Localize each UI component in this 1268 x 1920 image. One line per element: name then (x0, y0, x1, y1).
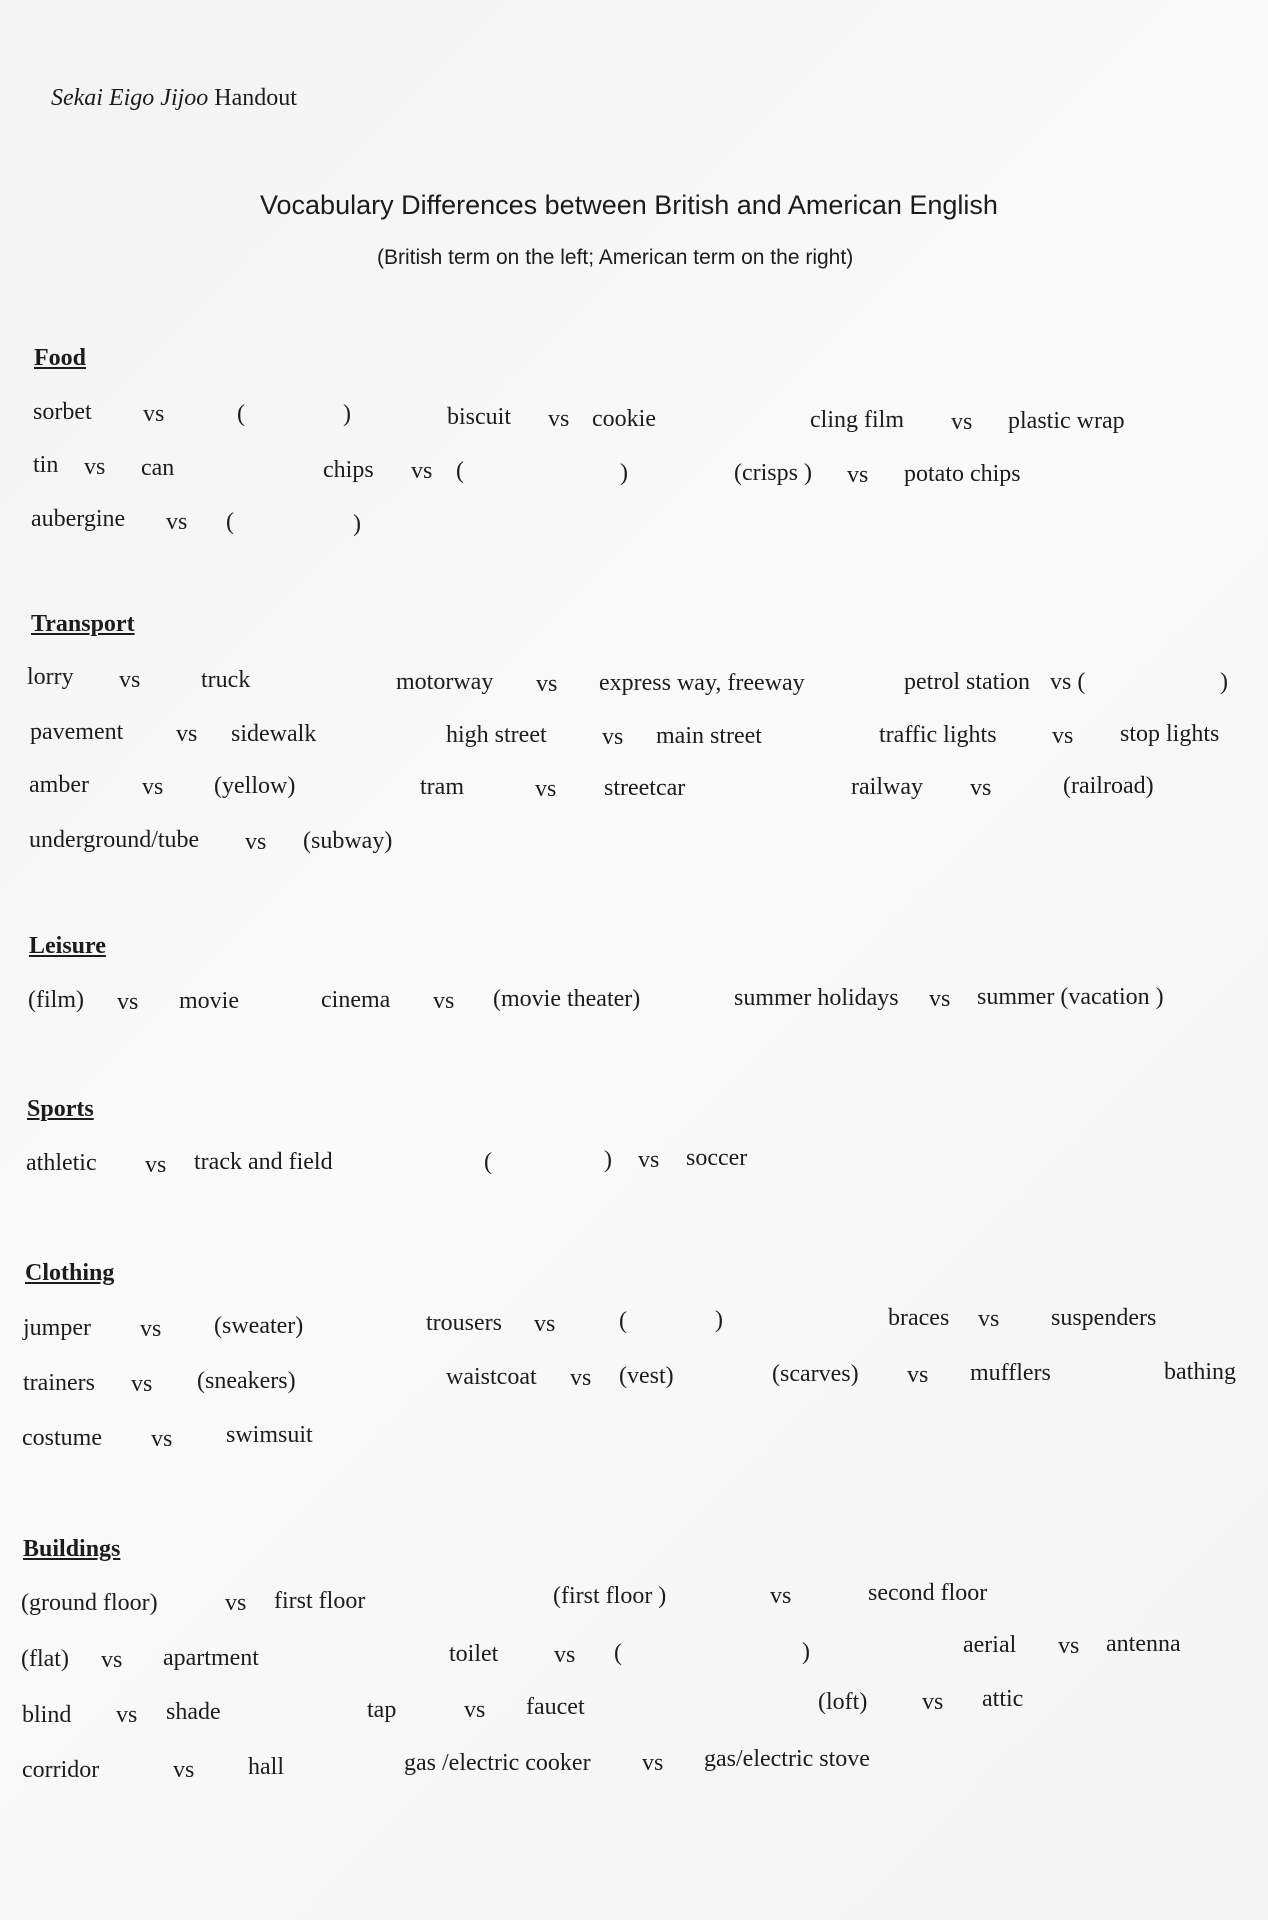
vs-label: vs ( (1050, 669, 1086, 695)
term: summer (vacation ) (977, 984, 1164, 1010)
term: cinema (321, 987, 391, 1013)
term: high street (446, 722, 547, 748)
term: costume (22, 1425, 102, 1451)
term: summer holidays (734, 985, 899, 1011)
vs-label: vs (907, 1362, 929, 1388)
term: hall (248, 1754, 284, 1780)
vs-label: vs (119, 667, 141, 693)
blank-close: ) (620, 460, 628, 486)
vs-label: vs (116, 1702, 138, 1728)
handout-header (51, 86, 297, 110)
vs-label: vs (464, 1697, 486, 1723)
term: pavement (30, 719, 124, 745)
term: (sweater) (214, 1313, 304, 1339)
vs-label: vs (173, 1757, 195, 1783)
term: faucet (526, 1694, 585, 1720)
term: (vest) (619, 1363, 674, 1389)
term: aerial (963, 1632, 1017, 1658)
blank-open: ( (456, 458, 464, 484)
term: cling film (810, 407, 904, 433)
term: gas /electric cooker (404, 1750, 591, 1776)
section-heading-leisure: Leisure (29, 933, 106, 959)
term: track and field (194, 1149, 333, 1175)
term: aubergine (31, 506, 126, 532)
term: (railroad) (1063, 773, 1154, 799)
term: traffic lights (879, 722, 997, 748)
term: (film) (28, 987, 84, 1013)
handout-label: Handout (214, 85, 297, 111)
term: tap (367, 1697, 397, 1723)
vs-label: vs (554, 1642, 576, 1668)
blank-open: ( (614, 1640, 622, 1666)
term: stop lights (1120, 721, 1220, 747)
vs-label: vs (131, 1371, 153, 1397)
term: (crisps ) (734, 460, 812, 486)
vs-label: vs (602, 724, 624, 750)
page-subtitle: (British term on the left; American term on the right) (377, 246, 854, 269)
term: sidewalk (231, 721, 317, 747)
term: can (141, 455, 175, 481)
term: bathing (1164, 1359, 1236, 1385)
vs-label: vs (433, 988, 455, 1014)
vs-label: vs (548, 406, 570, 432)
blank-open: ( (237, 401, 245, 427)
term: suspenders (1051, 1305, 1157, 1331)
vs-label: vs (847, 462, 869, 488)
term: gas/electric stove (704, 1746, 870, 1772)
term: (yellow) (214, 773, 296, 799)
vs-label: vs (411, 458, 433, 484)
term: (first floor ) (553, 1583, 667, 1609)
term: petrol station (904, 669, 1030, 695)
vs-label: vs (642, 1750, 664, 1776)
term: attic (982, 1686, 1024, 1712)
blank-close: ) (1220, 669, 1228, 695)
vs-label: vs (145, 1152, 167, 1178)
term: motorway (396, 669, 494, 695)
term: (loft) (818, 1689, 868, 1715)
blank-close: ) (343, 401, 351, 427)
term: first floor (274, 1588, 366, 1614)
vs-label: vs (143, 401, 165, 427)
vs-label: vs (245, 829, 267, 855)
term: railway (851, 774, 923, 800)
term: tin (33, 452, 59, 478)
term: streetcar (604, 775, 686, 801)
vs-label: vs (84, 454, 106, 480)
vs-label: vs (117, 989, 139, 1015)
term: tram (420, 774, 464, 800)
term: amber (29, 772, 89, 798)
term: express way, freeway (599, 670, 805, 696)
term: truck (201, 667, 251, 693)
vs-label: vs (151, 1426, 173, 1452)
term: blind (22, 1702, 72, 1728)
term: second floor (868, 1580, 988, 1606)
term: plastic wrap (1008, 408, 1125, 434)
term: (subway) (303, 828, 393, 854)
term: (scarves) (772, 1361, 859, 1387)
vs-label: vs (978, 1306, 1000, 1332)
term: braces (888, 1305, 950, 1331)
section-heading-sports: Sports (27, 1096, 94, 1122)
blank-open: ( (484, 1149, 492, 1175)
term: potato chips (904, 461, 1021, 487)
term: shade (166, 1699, 221, 1725)
term: soccer (686, 1145, 748, 1171)
blank-close: ) (802, 1639, 810, 1665)
vs-label: vs (570, 1365, 592, 1391)
term: corridor (22, 1757, 100, 1783)
term: (movie theater) (493, 986, 641, 1012)
vs-label: vs (638, 1147, 660, 1173)
vs-label: vs (176, 721, 198, 747)
term: (flat) (21, 1646, 69, 1672)
term: trainers (23, 1370, 95, 1396)
vs-label: vs (225, 1590, 247, 1616)
section-heading-buildings: Buildings (23, 1536, 121, 1562)
vs-label: vs (922, 1689, 944, 1715)
vs-label: vs (142, 774, 164, 800)
vs-label: vs (970, 775, 992, 801)
term: sorbet (33, 399, 92, 425)
blank-close: ) (604, 1147, 612, 1173)
term: cookie (592, 406, 656, 432)
term: biscuit (447, 404, 511, 430)
term: trousers (426, 1310, 502, 1336)
term: chips (323, 457, 374, 483)
term: swimsuit (226, 1422, 313, 1448)
page-title: Vocabulary Differences between British and American English (260, 190, 998, 220)
term: mufflers (970, 1360, 1051, 1386)
vs-label: vs (951, 409, 973, 435)
vs-label: vs (1058, 1633, 1080, 1659)
course-name: Sekai Eigo Jijoo (51, 85, 209, 111)
blank-close: ) (353, 511, 361, 537)
term: underground/tube (29, 827, 200, 853)
term: (sneakers) (197, 1368, 296, 1394)
vs-label: vs (166, 509, 188, 535)
vs-label: vs (536, 671, 558, 697)
vs-label: vs (1052, 723, 1074, 749)
vs-label: vs (140, 1316, 162, 1342)
term: movie (179, 988, 239, 1014)
term: lorry (27, 664, 74, 690)
blank-open: ( (226, 509, 234, 535)
section-heading-transport: Transport (31, 611, 135, 637)
vs-label: vs (535, 776, 557, 802)
blank-close: ) (715, 1307, 723, 1333)
vs-label: vs (534, 1311, 556, 1337)
term: jumper (23, 1315, 91, 1341)
term: apartment (163, 1645, 259, 1671)
term: waistcoat (446, 1364, 537, 1390)
term: main street (656, 723, 762, 749)
blank-open: ( (619, 1308, 627, 1334)
term: toilet (449, 1641, 499, 1667)
section-heading-food: Food (34, 345, 87, 371)
vs-label: vs (929, 986, 951, 1012)
vs-label: vs (770, 1583, 792, 1609)
section-heading-clothing: Clothing (25, 1260, 115, 1286)
term: antenna (1106, 1631, 1181, 1657)
term: athletic (26, 1150, 97, 1176)
term: (ground floor) (21, 1590, 158, 1616)
vs-label: vs (101, 1647, 123, 1673)
